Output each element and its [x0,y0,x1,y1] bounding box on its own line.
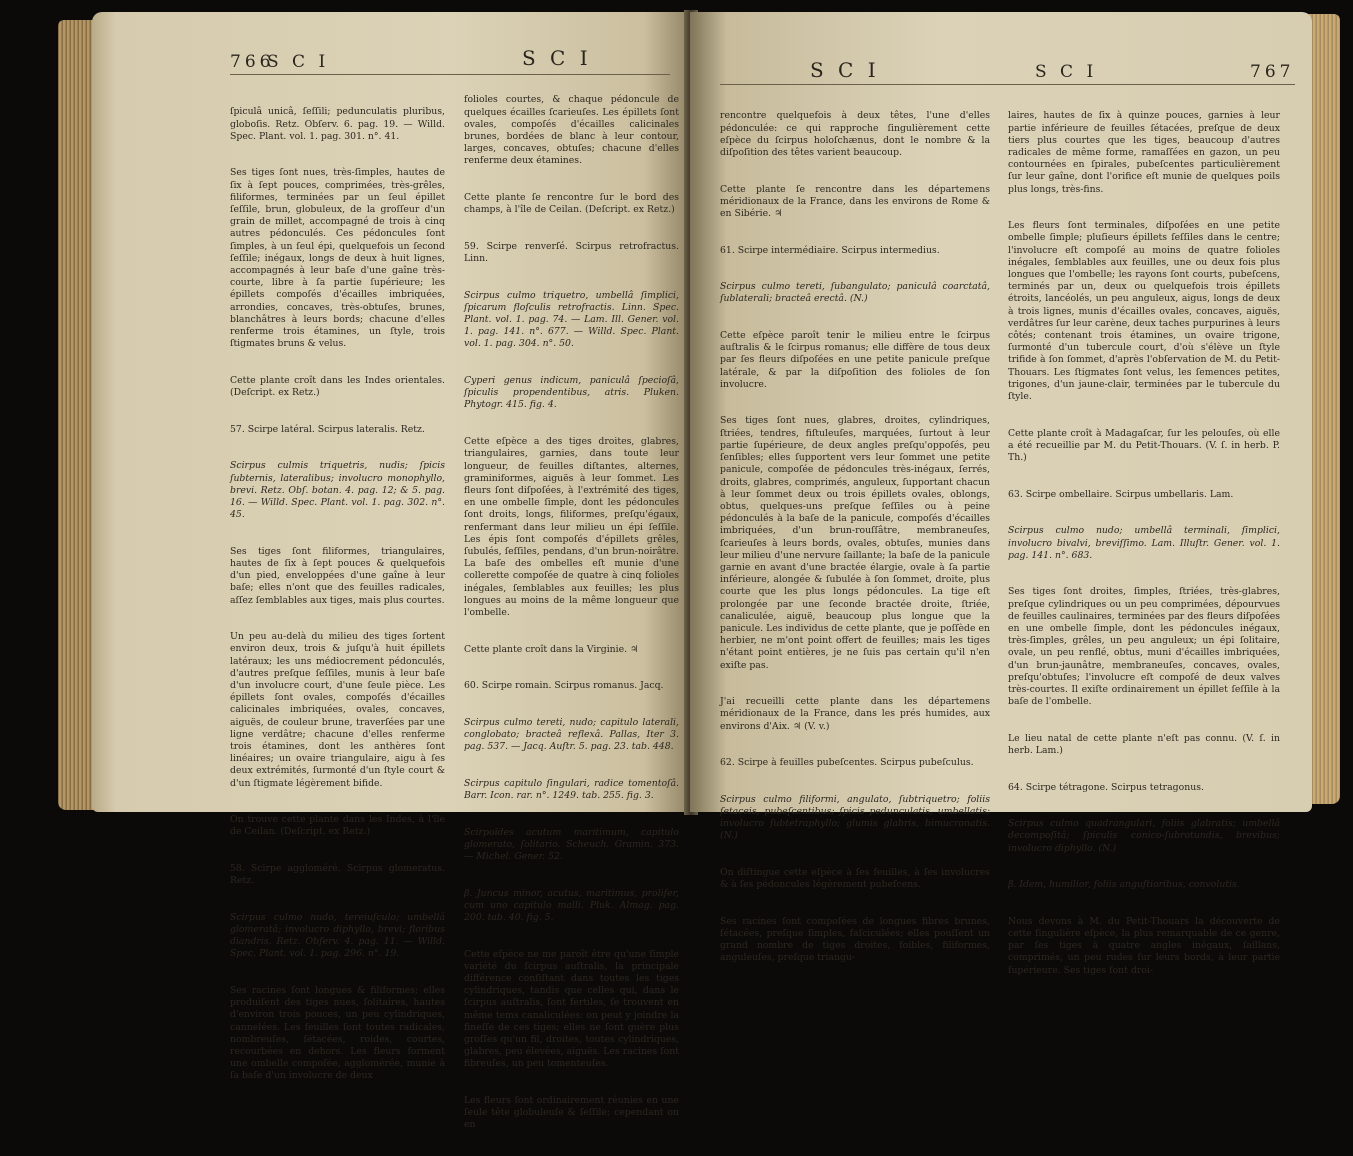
paragraph: On trouve cette plante dans les Indes, à l'île de Ceilan. (Deſcript. ex Retz.) [230,814,448,838]
paragraph: rencontre quelquefois à deux têtes, l'une d'elles pédonculée: ce qui rapproche ſingulièrement cette eſpèce du ſcirpus holoſchænus, dont le nombre & la diſpoſition des têtes varient beaucoup. [720,110,993,159]
paragraph: Les fleurs ſont ordinairement réunies en une ſeule tête globuleuſe & ſeſſile; cependant on en [464,1095,682,1131]
left-page [92,12,692,1131]
latin-diagnosis: Scirpus culmo filiformi, angulato, ſubtriquetro; foliis ſetaceis, pubeſcentibus; ſpicis pedunculatis, umbellatis; involucro ſubtetraphyllo; glumis glabris, bimucronatis. (N.) [720,793,993,842]
left-running-head-center: S C I [522,46,592,70]
right-column-b [1008,86,1283,976]
paragraph: J'ai recueilli cette plante dans les départemens méridionaux de la France, dans les prés humides, aux environs d'Aix. ♃ (V. v.) [720,696,993,732]
latin-diagnosis: Scirpus culmo triquetro, umbellâ ſimplici, ſpicarum floſculis retrofractis. Linn. Spec. Plant. vol. 1. pag. 74. — Lam. Ill. Gener. vol. 1. pag. 141. n°. 677. — Willd. Spec. Plant. vol. 1. pag. 304. n°. 50. [464,289,682,350]
paragraph: folioles courtes, & chaque pédoncule de quelques écailles ſcarieuſes. Les épillets ſont ovales, compoſés d'écailles calicinales brunes, bordées de blanc à leur contour, larges, concaves, obtuſes; chacune d'elles renferme deux étamines. [464,94,682,167]
entry-heading: 58. Scirpe aggloméré. Scirpus glomeratus. Retz. [230,863,448,887]
left-column-a [230,82,448,1082]
entry-heading: 62. Scirpe à feuilles pubeſcentes. Scirpus pubeſculus. [720,757,974,769]
entry-heading: 61. Scirpe intermédiaire. Scirpus intermedius. [720,244,940,256]
paragraph: Ses racines ſont compoſées de longues fibres brunes, ſétacées, preſque ſimples, faſciculées; elles pouſſent un grand nombre de tiges droites, foibles, filiformes, anguleuſes, preſque triangu- [720,915,993,964]
latin-variety: β. Juncus minor, acutus, maritimus, prolifer, cum uno capitulo malli. Pluk. Almag. pag. 200. tab. 40. fig. 5. [464,887,682,924]
latin-synonym: Scirpoïdes acutum maritimum, capitulo glomerato, ſolitario. Scheuch. Gramin. 373. — Michel. Gener. 52. [464,826,682,862]
paragraph: Cette plante ſe rencontre dans les départemens méridionaux de la France, dans les environs de Rome & en Sibérie. ♃ [720,183,993,220]
entry-heading: 57. Scirpe latéral. Scirpus lateralis. Retz. [230,423,425,435]
paragraph: Cette plante croît à Madagaſcar, ſur les pelouſes, où elle a été recueillie par M. du Petit-Thouars. (V. ſ. in herb. P. Th.) [1008,427,1283,464]
paragraph: Le lieu natal de cette plante n'eſt pas connu. (V. ſ. in herb. Lam.) [1008,732,1283,756]
paragraph: Ses racines ſont longues & filiformes; elles produiſent des tiges nues, ſolitaires, hautes d'environ trois pouces, un peu cylindriques, cannelées. Les feuilles ſont toutes radicales, nombreuſes, ſétacées, roides, courtes, recourbées en dehors. Les fleurs forment une ombelle compoſée, agglomérée, munie à ſa baſe d'un involucre de deux [230,985,448,1082]
paragraph: Cette eſpèce ne me paroît être qu'une ſimple variété du ſcirpus auſtralis, la principale différence conſiſtant dans toutes les tiges cylindriques, tandis que celles qui, dans le ſcirpus auſtralis, ſont fertiles, ſe trouvent en même tems canaliculées: on peut y joindre la fineſſe de ces tiges; elles ne ſont guère plus groſſes qu'un fil, droites, toutes cylindriques, glabres, peu élevées, aiguës. Les racines ſont fibreuſes, un peu tomenteuſes. [464,948,682,1070]
entry-heading: 63. Scirpe ombellaire. Scirpus umbellaris. Lam. [1008,488,1234,500]
entry-heading: 60. Scirpe romain. Scirpus romanus. Jacq. [464,680,664,692]
latin-diagnosis: Scirpus culmo nudo; umbellâ terminali, ſimplici, involucro bivalvi, breviſſimo. Lam. Illuſtr. Gener. vol. 1. pag. 141. n°. 683. [1008,525,1283,561]
entry-heading: 64. Scirpe tétragone. Scirpus tetragonus. [1008,781,1204,793]
latin-synonym: Scirpus capitulo ſingulari, radice tomentoſâ. Barr. Icon. rar. n°. 1249. tab. 255. fig. 3. [464,777,682,801]
latin-diagnosis: Scirpus culmo nudo, tereiuſculo; umbellâ glomeratâ; involucro diphyllo, brevi; floribus diandris. Retz. Obſerv. 4. pag. 11. — Willd. Spec. Plant. vol. 1. pag. 296. n°. 19. [230,911,448,960]
latin-synonym: Cyperi genus indicum, paniculâ ſpecioſâ, ſpiculis propendentibus, atris. Pluken. Phytogr. 415. fig. 4. [464,375,682,411]
right-running-head: S C I [810,58,880,82]
paragraph: Cette eſpèce a des tiges droites, glabres, triangulaires, garnies, dans toute leur longueur, de feuilles diſtantes, alternes, graminiformes, aiguës à leur ſommet. Les fleurs ſont diſpoſées, à l'extrémité des tiges, en une ombelle ſimple, dont les pédoncules ſont droits, longs, filiformes, preſqu'égaux, renfermant dans leur milieu un épi ſeſſile. Les épis ſont compoſés d'épillets grêles, ſubulés, ſeſſiles, pendans, d'un brun-noirâtre. La baſe des ombelles eſt munie d'une collerette compoſée de quatre à cinq folioles inégales, ſemblables aux feuilles; les plus longues au moins de la même longueur que l'ombelle. [464,436,682,618]
latin-variety: β. Idem, humilior, foliis anguſtioribus, convolutis. [1008,879,1240,891]
left-page-number: 766 [230,52,275,72]
right-running-head-center: S C I [1035,62,1098,82]
latin-diagnosis: Scirpus culmo tereti, nudo; capitulo laterali, conglobato; bracteâ reflexâ. Pallas, Iter 3. pag. 537. — Jacq. Auſtr. 5. pag. 23. tab. 448. [464,716,682,753]
paragraph: Nous devons à M. du Petit-Thouars la découverte de cette ſingulière eſpèce, la plus remarquable de ce genre, par ſes tiges à quatre angles inégaux, ſaillans, comprimés, un peu rudes ſur leurs bords, à leur partie ſupérieure. Ses tiges ſont droi- [1008,915,1283,976]
paragraph: Ses tiges ſont filiformes, triangulaires, hautes de ſix à ſept pouces & quelquefois d'un pied, enveloppées d'une gaîne à leur baſe; elles n'ont que des feuilles radicales, aſſez ſemblables aux tiges, mais plus courtes. [230,545,448,606]
right-page-number: 767 [1250,62,1295,82]
paragraph: Ses tiges ſont nues, glabres, droites, cylindriques, ſtriées, tendres, fiſtuleuſes, marquées, ſurtout à leur partie ſupérieure, de deux angles preſqu'oppoſés, peu ſenſibles; elles ſupportent vers leur ſommet une petite panicule, compoſée de pédoncules très-inégaux, ſerrés, droits, glabres, comprimés, anguleux, ſupportant chacun à leur ſommet deux ou trois épillets ovales, oblongs, obtus, quelques-uns preſque ſeſſiles ou à peine pédonculés à la baſe de la panicule, compoſés d'écailles imbriquées, d'un brun-rouſſâtre, membraneuſes, ſcarieuſes à leurs bords, ovales, obtuſes, munies dans leur milieu d'une nervure ſaillante; la baſe de la panicule garnie en avant d'une bractée élargie, ovale à ſa partie inférieure, alongée & ſubulée à ſon ſommet, droite, plus courte que les plus longs pédoncules. La tige eſt prolongée par une ſeconde bractée droite, ſtriée, canaliculée, aiguë, beaucoup plus longue que la panicule. Les individus de cette plante, que je poſſède en herbier, ne m'ont point offert de feuilles; mais les tiges n'étant point entières, je ne ſuis pas certain qu'il n'en exiſte pas. [720,415,993,671]
paragraph: Cette plante croît dans les Indes orientales. (Deſcript. ex Retz.) [230,374,448,399]
latin-diagnosis: Scirpus culmo quadrangulari, foliis glabratis; umbellâ decompoſitâ; ſpiculis conico-ſubrotundis, brevibus; involucro diphyllo. (N.) [1008,818,1283,854]
paragraph: Ses tiges ſont droites, ſimples, ſtriées, très-glabres, preſque cylindriques ou un peu comprimées, dépourvues de feuilles caulinaires, terminées par des fleurs diſpoſées en une ombelle ſimple, dont les pédoncules inégaux, très-ſimples, grêles, un peu anguleux; un épi ſolitaire, ovale, un peu renflé, obtus, muni d'écailles imbriquées, d'un brun-jaunâtre, membraneuſes, concaves, ovales, preſqu'obtuſes; l'involucre eſt compoſé de deux valves très-courtes. Il exiſte ordinairement un épillet ſeſſile à la baſe de l'ombelle. [1008,586,1283,708]
left-running-head: S C I [267,52,330,72]
paragraph: Cette plante ſe rencontre ſur le bord des champs, à l'île de Ceilan. (Deſcript. ex Retz.) [464,192,682,216]
paragraph: ſpiculâ unicâ, ſeſſili; pedunculatis pluribus, globoſis. Retz. Obſerv. 6. pag. 19. — Willd. Spec. Plant. vol. 1. pag. 301. n°. 41. [230,106,448,142]
paragraph: Cette plante croît dans la Virginie. ♃ [464,643,639,655]
latin-diagnosis: Scirpus culmo tereti, ſubangulato; paniculâ coarctatâ, ſublaterali; bracteâ erectâ. (N.) [720,281,993,305]
paragraph: Les fleurs ſont terminales, diſpoſées en une petite ombelle ſimple; pluſieurs épillets ſeſſiles dans le centre; l'involucre eſt compoſé au moins de quatre folioles inégales, ſemblables aux feuilles, une ou deux fois plus longues que l'ombelle; les rayons ſont courts, pubeſcens, terminés par un, deux ou quelquefois trois épillets étroits, lancéolés, un peu anguleux, aigus, longs de deux à trois lignes, munis d'écailles ovales, concaves, aiguës, verdâtres ſur leur carène, deux taches purpurines à leurs côtés; contenant trois étamines, un ovaire trigone, ſurmonté d'un tubercule court, d'où s'élève un ſtyle trifide à ſon ſommet, d'après l'obſervation de M. du Petit-Thouars. Les ſtigmates ſont velus, les ſemences petites, trigones, d'un jaune-clair, terminées par le tubercule du ſtyle. [1008,220,1283,403]
latin-diagnosis: Scirpus culmis triquetris, nudis; ſpicis ſubternis, lateralibus; involucro monophyllo, brevi. Retz. Obſ. botan. 4. pag. 12; & 5. pag. 16. — Willd. Spec. Plant. vol. 1. pag. 302. n°. 45. [230,460,448,521]
paragraph: Cette eſpèce paroît tenir le milieu entre le ſcirpus auſtralis & le ſcirpus romanus; elle diffère de tous deux par ſes fleurs diſpoſées en une petite panicule preſque latérale, & par la diſpoſition des folioles de ſon involucre. [720,330,993,390]
paragraph: laires, hautes de ſix à quinze pouces, garnies à leur partie inférieure de feuilles ſétacées, preſque de deux tiers plus courtes que les tiges, beaucoup d'autres radicales de même forme, ramaſſées en gazon, un peu contournées en ſpirales, pubeſcentes particulièrement ſur leur gaîne, dont l'orifice eſt munie de quelques poils plus longs, très-fins. [1008,110,1283,195]
paragraph: On diſtingue cette eſpèce à ſes feuilles, à ſes involucres & à ſes pédoncules légèrement pubeſcens. [720,867,993,891]
entry-heading: 59. Scirpe renverſé. Scirpus retrofractus. Linn. [464,240,682,265]
right-page [690,12,1312,976]
left-column-b [464,70,682,1131]
paragraph: Ses tiges ſont nues, très-ſimples, hautes de ſix à ſept pouces, comprimées, très-grêles, filiformes, terminées par un ſeul épillet ſeſſile, brun, globuleux, de la groſſeur d'un grain de millet, accompagné de trois à cinq autres pédonculés. Ces pédoncules ſont ſimples, à un ſeul épi, quelquefois un ſecond ſeſſile; inégaux, longs de deux à huit lignes, accompagnés à leur baſe d'une gaîne très-courte, libre à ſa partie ſupérieure; les épillets compoſés d'écailles imbriquées, arrondies, concaves, très-obtuſes, brunes, blanchâtres à leurs bords; chacune d'elles renferme trois étamines, un ſtyle, trois ſtigmates bruns & velus. [230,167,448,350]
right-head-rule [720,84,1295,85]
right-column-a [720,86,993,964]
paragraph: Un peu au-delà du milieu des tiges ſortent environ deux, trois & juſqu'à huit épillets latéraux; les uns médiocrement pédonculés, d'autres preſque ſeſſiles, munis à leur baſe d'un involucre court, d'une ſeule pièce. Les épillets ſont ovales, compoſés d'écailles calicinales imbriquées, ovales, concaves, aiguës, de couleur brune, traverſées par une ligne verdâtre; chacune d'elles renferme trois étamines, dont les anthères ſont linéaires; un ovaire triangulaire, aigu à ſes deux extrémités, ſurmonté d'un ſtyle court & d'un ſtigmate légèrement bifide. [230,631,448,789]
